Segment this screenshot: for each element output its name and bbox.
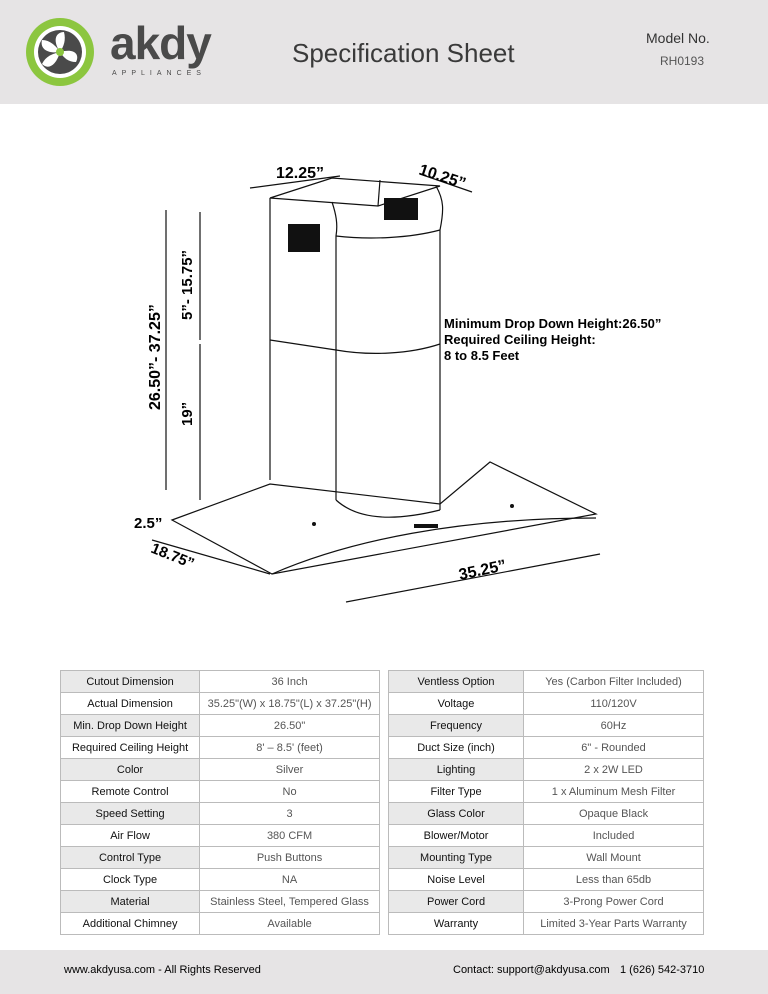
spec-value: 3 [200, 803, 380, 825]
spec-value: 36 Inch [200, 671, 380, 693]
table-row [389, 803, 704, 825]
dim-hood-height: 2.5” [134, 515, 163, 532]
spec-key: Required Ceiling Height [61, 737, 200, 759]
table-row [389, 891, 704, 913]
spec-value: 380 CFM [200, 825, 380, 847]
table-row [61, 759, 380, 781]
spec-value: Opaque Black [524, 803, 704, 825]
footer-website-link[interactable]: www.akdyusa.com - All Rights Reserved [64, 964, 261, 976]
spec-key: Voltage [389, 693, 524, 715]
spec-table-left [60, 670, 380, 935]
spec-key: Color [61, 759, 200, 781]
spec-value: 35.25"(W) x 18.75"(L) x 37.25"(H) [200, 693, 380, 715]
spec-value: Push Buttons [200, 847, 380, 869]
spec-value: 3-Prong Power Cord [524, 891, 704, 913]
spec-value: Limited 3-Year Parts Warranty [524, 913, 704, 935]
table-row [389, 847, 704, 869]
spec-value: 2 x 2W LED [524, 759, 704, 781]
spec-key: Warranty [389, 913, 524, 935]
table-row [389, 671, 704, 693]
dim-lower-chimney: 19” [179, 401, 196, 426]
table-row [61, 847, 380, 869]
table-row [61, 671, 380, 693]
table-row [389, 825, 704, 847]
spec-value: NA [200, 869, 380, 891]
model-number: RH0193 [660, 54, 705, 68]
table-row [389, 781, 704, 803]
table-row [61, 715, 380, 737]
spec-key: Clock Type [61, 869, 200, 891]
table-row [389, 759, 704, 781]
dim-top-width: 12.25” [276, 165, 325, 182]
spec-key: Ventless Option [389, 671, 524, 693]
footer-contact-email[interactable]: Contact: support@akdyusa.com [453, 964, 610, 976]
spec-value: 26.50" [200, 715, 380, 737]
spec-key: Power Cord [389, 891, 524, 913]
brand-name: akdy [110, 17, 211, 69]
table-row [389, 869, 704, 891]
table-row [389, 715, 704, 737]
spec-key: Additional Chimney [61, 913, 200, 935]
spec-value: 6" - Rounded [524, 737, 704, 759]
table-row [389, 913, 704, 935]
spec-value: 110/120V [524, 693, 704, 715]
spec-value: Yes (Carbon Filter Included) [524, 671, 704, 693]
brand-tagline: APPLIANCES [112, 70, 206, 77]
spec-key: Air Flow [61, 825, 200, 847]
table-row [389, 737, 704, 759]
spec-table-right [388, 670, 704, 935]
spec-key: Glass Color [389, 803, 524, 825]
spec-key: Filter Type [389, 781, 524, 803]
range-hood-diagram [100, 140, 720, 620]
spec-value: Included [524, 825, 704, 847]
footer-phone: 1 (626) 542-3710 [620, 964, 705, 976]
dim-top-depth: 10.25” [416, 161, 468, 193]
header-band [0, 0, 768, 104]
table-row [61, 869, 380, 891]
footer-band [0, 950, 768, 994]
spec-value: 1 x Aluminum Mesh Filter [524, 781, 704, 803]
model-label: Model No. [646, 30, 710, 46]
dim-total-height: 26.50”- 37.25” [147, 304, 164, 410]
spec-key: Remote Control [61, 781, 200, 803]
spec-value: Wall Mount [524, 847, 704, 869]
dim-depth: 18.75” [148, 539, 197, 573]
spec-key: Blower/Motor [389, 825, 524, 847]
spec-value: Stainless Steel, Tempered Glass [200, 891, 380, 913]
spec-key: Cutout Dimension [61, 671, 200, 693]
table-row [61, 803, 380, 825]
spec-value: 60Hz [524, 715, 704, 737]
spec-key: Material [61, 891, 200, 913]
spec-key: Mounting Type [389, 847, 524, 869]
note-line: Required Ceiling Height: [444, 332, 596, 347]
spec-value: Available [200, 913, 380, 935]
spec-value: No [200, 781, 380, 803]
spec-key: Speed Setting [61, 803, 200, 825]
spec-key: Actual Dimension [61, 693, 200, 715]
table-row [61, 737, 380, 759]
table-row [61, 913, 380, 935]
spec-key: Control Type [61, 847, 200, 869]
table-row [61, 891, 380, 913]
table-row [61, 781, 380, 803]
spec-key: Duct Size (inch) [389, 737, 524, 759]
drop-down-note [444, 316, 661, 364]
page-title: Specification Sheet [292, 38, 515, 68]
spec-value: 8' – 8.5' (feet) [200, 737, 380, 759]
spec-value: Less than 65db [524, 869, 704, 891]
table-row [61, 693, 380, 715]
spec-key: Lighting [389, 759, 524, 781]
dim-width: 35.25” [457, 557, 508, 584]
spec-key: Noise Level [389, 869, 524, 891]
spec-key: Frequency [389, 715, 524, 737]
note-line: 8 to 8.5 Feet [444, 348, 520, 363]
spec-value: Silver [200, 759, 380, 781]
table-row [61, 825, 380, 847]
table-row [389, 693, 704, 715]
dim-upper-chimney: 5”- 15.75” [179, 249, 196, 320]
spec-key: Min. Drop Down Height [61, 715, 200, 737]
note-line: Minimum Drop Down Height:26.50” [444, 316, 662, 331]
